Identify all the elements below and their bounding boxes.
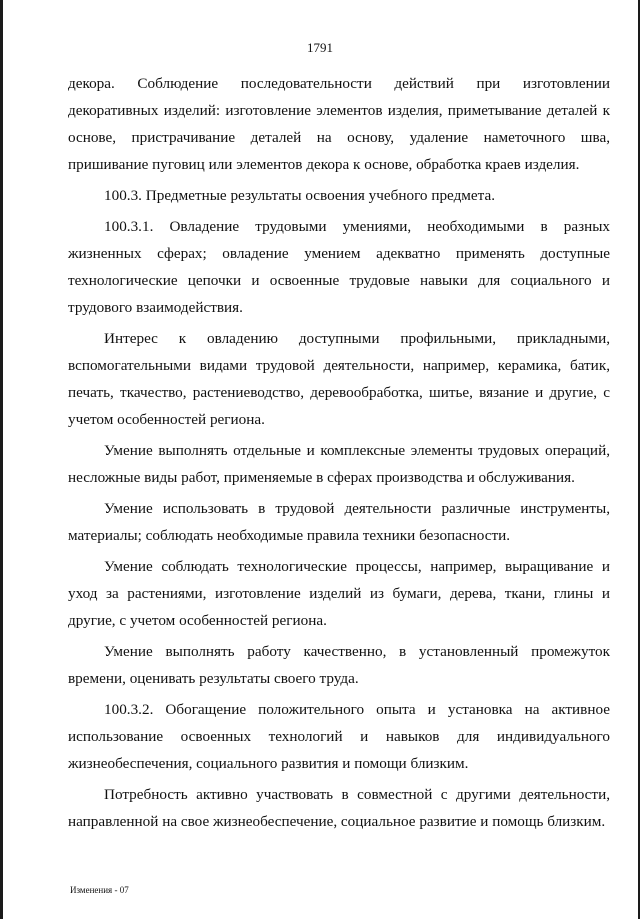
paragraph-interest: Интерес к овладению доступными профильными, прикладными, вспомогательными видами трудовой деятельности, например, керамика, батик, печать, ткачество, растениеводство, деревообработка, шитье, вязание и другие, с учетом особенностей региона. xyxy=(68,330,610,428)
paragraph-skill-quality: Умение выполнять работу качественно, в установленный промежуток времени, оценивать результаты своего труда. xyxy=(68,643,610,687)
paragraph-need: Потребность активно участвовать в совместной с другими деятельности, направленной на свое жизнеобеспечение, социальное развитие и помощь близким. xyxy=(68,786,610,830)
paragraph-skill-processes: Умение соблюдать технологические процессы, например, выращивание и уход за растениями, изготовление изделий из бумаги, дерева, ткани, глины и другие, с учетом особенностей региона. xyxy=(68,558,610,629)
paragraph-100-3-2: 100.3.2. Обогащение положительного опыта и установка на активное использование освоенных технологий и навыков для индивидуального жизнеобеспечения, социального развития и помощи близким. xyxy=(68,701,610,772)
scan-edge-left xyxy=(0,0,3,919)
paragraph-continuation: декора. Соблюдение последовательности действий при изготовлении декоративных изделий: изготовление элементов изделия, приметывание деталей к основе, пристрачивание деталей на основу, удаление наметочного шва, пришивание пуговиц или элементов декора к основе, обработка краев изделия. xyxy=(68,75,610,173)
page-number: 1791 xyxy=(307,40,333,55)
document-body xyxy=(68,70,610,835)
paragraph-skill-operations: Умение выполнять отдельные и комплексные элементы трудовых операций, несложные виды работ, применяемые в сферах производства и обслуживания. xyxy=(68,442,610,486)
section-heading-100-3: 100.3. Предметные результаты освоения учебного предмета. xyxy=(104,187,496,204)
footer-revision-note: Изменения - 07 xyxy=(70,885,129,895)
paragraph-100-3-1: 100.3.1. Овладение трудовыми умениями, необходимыми в разных жизненных сферах; овладение умением адекватно применять доступные технологические цепочки и освоенные трудовые навыки для социального и трудового взаимодействия. xyxy=(68,218,610,316)
paragraph-skill-tools: Умение использовать в трудовой деятельности различные инструменты, материалы; соблюдать необходимые правила техники безопасности. xyxy=(68,500,610,544)
